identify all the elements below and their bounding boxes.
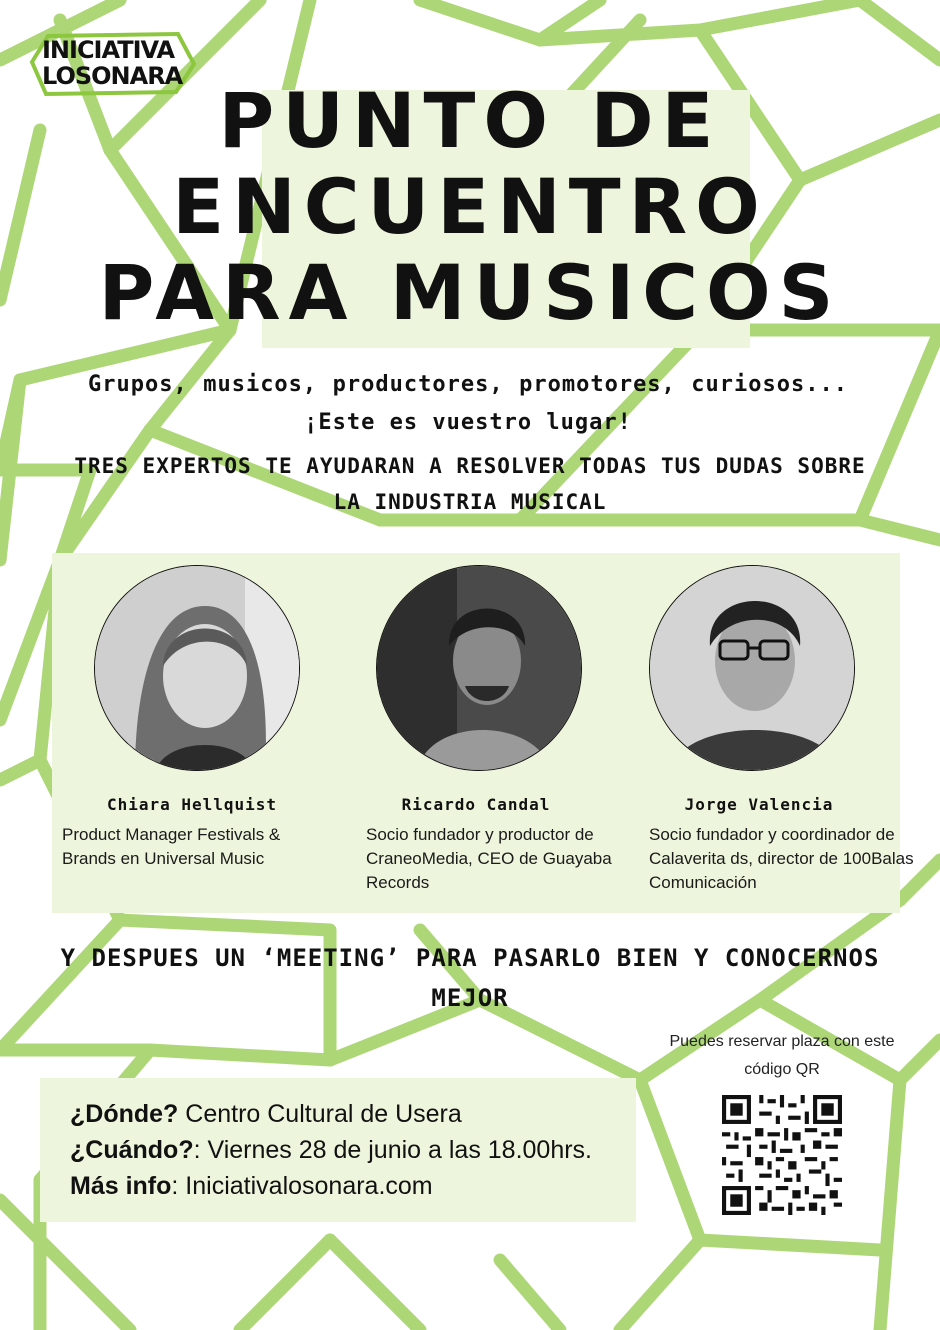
- info-more-label: Más info: [70, 1172, 172, 1200]
- meeting-text: Y DESPUES UN ‘MEETING’ PARA PASARLO BIEN Y CONOCERNOS MEJOR: [60, 944, 880, 1012]
- qr-caption: Puedes reservar plaza con este código QR: [669, 1033, 895, 1078]
- info-where: [70, 1100, 462, 1129]
- info-more-value[interactable]: : Iniciativalosonara.com: [171, 1172, 433, 1200]
- speaker-role: Product Manager Festivals & Brands en Universal Music: [62, 825, 281, 868]
- speaker-role: Socio fundador y coordinador de Calaverita ds, director de 100Balas Comunicación: [649, 825, 914, 892]
- title-line-2: ENCUENTRO: [172, 162, 768, 251]
- title-line-3: PARA MUSICOS: [98, 248, 842, 337]
- speaker-role: Socio fundador y productor de CraneoMedia, CEO de Guayaba Records: [366, 825, 612, 892]
- speaker-photo: [376, 565, 582, 771]
- logo-line-1: INICIATIVA: [42, 36, 175, 64]
- speaker-name: Jorge Valencia: [684, 795, 834, 814]
- page-title: [70, 78, 870, 336]
- experts-text: TRES EXPERTOS TE AYUDARAN A RESOLVER TODAS TUS DUDAS SOBRE LA INDUSTRIA MUSICAL: [74, 454, 866, 514]
- portrait-man-icon: [377, 566, 582, 771]
- info-when: [70, 1136, 592, 1165]
- logo-line-2: LOSONARA: [42, 62, 183, 90]
- intro-text: Grupos, musicos, productores, promotores, curiosos... ¡Este es vuestro lugar!: [88, 372, 848, 435]
- speaker-photo: [94, 565, 300, 771]
- event-info: [40, 1078, 636, 1222]
- speaker-name: Ricardo Candal: [401, 795, 551, 814]
- portrait-man-glasses-icon: [650, 566, 855, 771]
- portrait-woman-icon: [95, 566, 300, 771]
- info-when-label: ¿Cuándo?: [70, 1136, 194, 1164]
- info-when-value: : Viernes 28 de junio a las 18.00hrs.: [193, 1136, 593, 1164]
- qr-code-icon[interactable]: [722, 1095, 842, 1215]
- speaker-photo: [649, 565, 855, 771]
- title-line-1: PUNTO DE: [218, 76, 722, 165]
- info-where-label: ¿Dónde?: [70, 1100, 179, 1128]
- info-where-value: Centro Cultural de Usera: [178, 1100, 462, 1128]
- speaker-name: Chiara Hellquist: [106, 795, 278, 814]
- info-more: [70, 1172, 433, 1201]
